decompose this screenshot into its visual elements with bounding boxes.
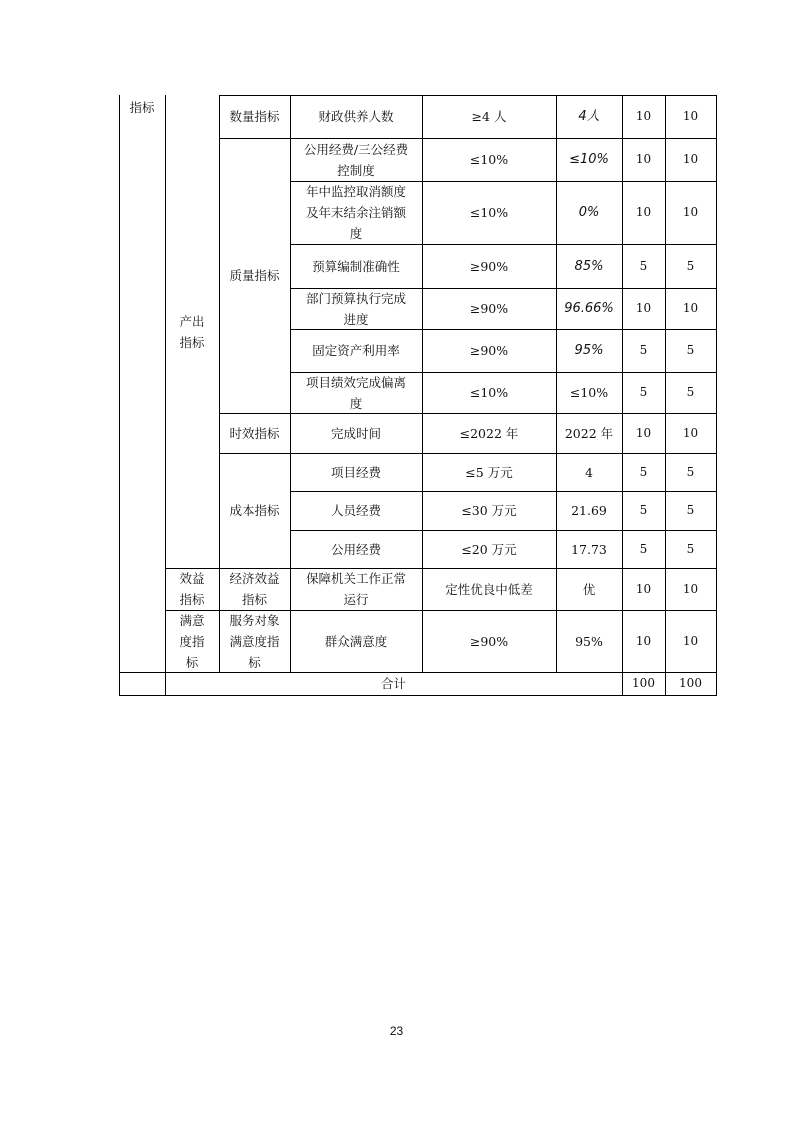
score-value: 10 <box>682 109 699 123</box>
weight-value: 5 <box>639 464 648 479</box>
score-value: 5 <box>686 258 695 273</box>
category-label-level2: 满意 度指 标 <box>179 612 205 670</box>
category-label-level2: 产出 指标 <box>179 313 205 350</box>
score-value: 5 <box>686 541 695 556</box>
target-value: ≤5 万元 <box>465 464 513 480</box>
indicator-name: 完成时间 <box>330 425 381 441</box>
indicator-name: 公用经费/三公经费 控制度 <box>303 141 409 178</box>
indicator-name: 保障机关工作正常 运行 <box>305 571 406 607</box>
score-value: 10 <box>682 425 699 440</box>
score-value: 5 <box>686 343 695 357</box>
actual-value: 优 <box>582 581 596 597</box>
indicator-name: 年中监控取消额度 及年末结余注销额 度 <box>305 184 406 241</box>
actual-value: ≤10% <box>569 152 609 167</box>
target-value: ≥90% <box>469 301 509 316</box>
total-label: 合计 <box>380 676 406 691</box>
score-value: 5 <box>686 385 695 399</box>
indicator-name: 人员经费 <box>330 503 381 518</box>
score-value: 10 <box>682 301 699 315</box>
category-label-level3: 时效指标 <box>229 425 280 441</box>
actual-value: 2022 年 <box>564 425 614 441</box>
indicator-name: 预算编制准确性 <box>312 258 400 274</box>
category-label-level3: 服务对象 满意度指 标 <box>229 612 280 670</box>
indicator-name: 群众满意度 <box>324 633 388 649</box>
score-value: 5 <box>686 464 695 479</box>
weight-value: 10 <box>635 205 652 219</box>
score-value: 10 <box>682 205 699 219</box>
target-value: ≥4 人 <box>471 109 507 124</box>
category-label-level3: 经济效益 指标 <box>229 571 280 607</box>
table-border <box>716 95 717 696</box>
target-value: ≤10% <box>469 385 509 400</box>
score-value: 10 <box>682 633 699 648</box>
weight-value: 5 <box>639 503 648 517</box>
target-value: ≤10% <box>469 152 509 167</box>
table-border <box>119 95 120 696</box>
actual-value: 4 <box>585 464 593 480</box>
score-value: 5 <box>686 503 695 517</box>
target-value: ≥90% <box>469 633 509 649</box>
category-label-level3: 成本指标 <box>229 503 280 518</box>
actual-value: 85% <box>574 258 604 274</box>
target-value: ≤10% <box>469 205 509 220</box>
target-value: ≥90% <box>469 258 509 274</box>
weight-value: 10 <box>635 109 652 123</box>
weight-value: 5 <box>639 343 648 357</box>
actual-value: 0% <box>578 205 600 220</box>
score-value: 10 <box>682 581 699 596</box>
actual-value: 95% <box>575 633 603 649</box>
weight-value: 5 <box>639 541 648 556</box>
weight-value: 10 <box>635 581 652 596</box>
actual-value: 17.73 <box>571 541 607 557</box>
actual-value: ≤10% <box>569 385 609 400</box>
score-value: 10 <box>682 152 699 166</box>
indicator-name: 项目绩效完成偏离 度 <box>305 374 406 411</box>
target-value: 定性优良中低差 <box>445 581 533 597</box>
category-label-level1: 指标 <box>129 100 155 115</box>
indicator-name: 部门预算执行完成 进度 <box>305 290 406 327</box>
actual-value: 96.66% <box>564 301 614 316</box>
weight-value: 5 <box>639 258 648 273</box>
indicator-name: 项目经费 <box>330 464 381 480</box>
table-border <box>119 695 717 696</box>
weight-value: 10 <box>635 301 652 315</box>
actual-value: 4人 <box>578 109 600 124</box>
category-label-level3: 数量指标 <box>229 109 280 124</box>
total-weight: 100 <box>632 676 655 690</box>
weight-value: 10 <box>635 152 652 166</box>
category-label-level2: 效益 指标 <box>179 571 205 607</box>
target-value: ≤30 万元 <box>461 503 517 518</box>
total-score: 100 <box>679 676 702 690</box>
weight-value: 10 <box>635 425 652 440</box>
indicator-name: 固定资产利用率 <box>312 343 400 358</box>
weight-value: 10 <box>635 633 652 648</box>
actual-value: 95% <box>574 343 604 358</box>
category-label-level3: 质量指标 <box>229 268 280 283</box>
weight-value: 5 <box>639 385 648 399</box>
target-value: ≤2022 年 <box>459 425 519 441</box>
target-value: ≥90% <box>469 343 509 358</box>
page-number: 23 <box>389 1024 404 1038</box>
actual-value: 21.69 <box>571 503 607 518</box>
indicator-name: 公用经费 <box>330 541 381 557</box>
performance-indicator-table <box>119 95 716 695</box>
target-value: ≤20 万元 <box>461 541 517 557</box>
indicator-name: 财政供养人数 <box>318 109 394 124</box>
